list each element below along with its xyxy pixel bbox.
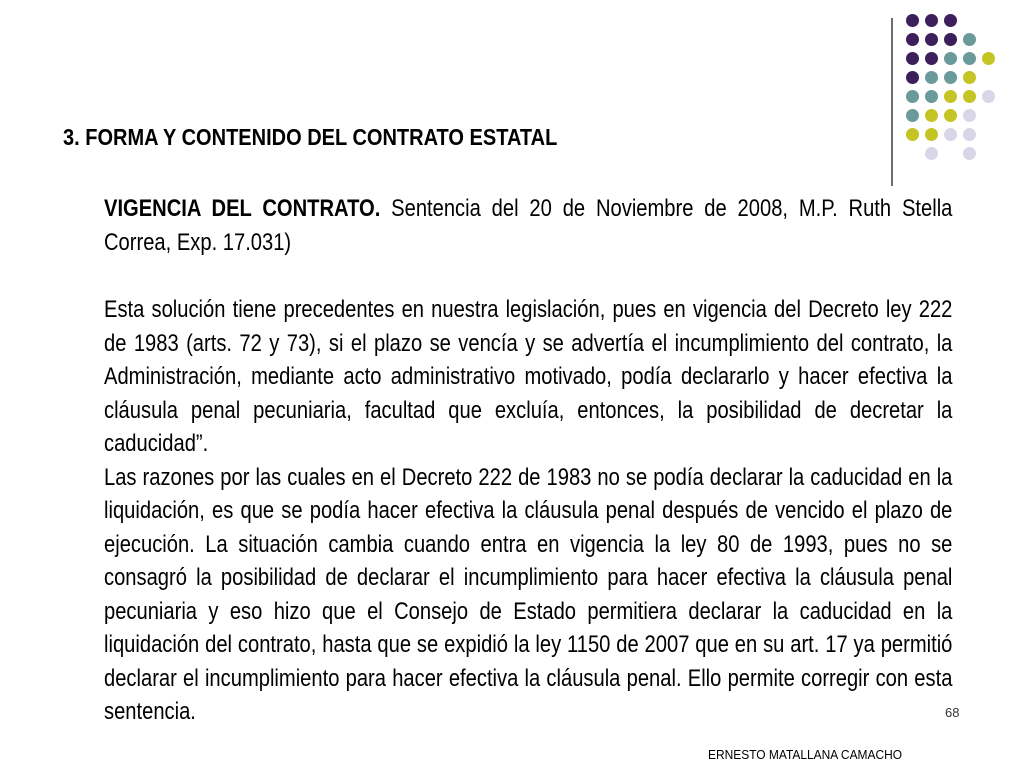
dot-teal [906,109,919,122]
dot-olive [982,52,995,65]
dot-olive [963,90,976,103]
dot-teal [906,90,919,103]
dot-olive [944,90,957,103]
slide-title: 3. FORMA Y CONTENIDO DEL CONTRATO ESTATAL [63,124,558,150]
dot-teal [963,52,976,65]
dot-lavender [963,109,976,122]
dot-purple [925,52,938,65]
dot-purple [906,33,919,46]
slide-body [104,192,952,729]
dot-olive [963,71,976,84]
dot-teal [963,33,976,46]
dot-lavender [982,90,995,103]
dot-lavender [944,128,957,141]
dot-grid-decoration [906,14,1006,164]
dot-lavender [963,147,976,160]
dot-teal [944,52,957,65]
vertical-divider [891,18,893,186]
dot-lavender [963,128,976,141]
dot-purple [944,14,957,27]
dot-purple [944,33,957,46]
dot-lavender [925,147,938,160]
dot-purple [906,14,919,27]
dot-olive [906,128,919,141]
dot-olive [944,109,957,122]
paragraph-2: Las razones por las cuales en el Decreto 222 de 1983 no se podía declarar la caducidad en la liquidación, es que se podía hacer efectiva la cláusula penal después de vencido el plazo de ejecución. La situación cambia cuando entra en vigencia la ley 80 de 1993, pues no se consagró la posibilidad de declarar el incumplimiento para hacer efectiva la cláusula penal pecuniaria y eso hizo que el Consejo de Estado permitiera declarar la caducidad en la liquidación del contrato, hasta que se expidió la ley 1150 de 2007 que en su art. 17 ya permitió declarar el incumplimiento para hacer efectiva la cláusula penal. Ello permite corregir con esta sentencia. [104,463,953,725]
footer-author: ERNESTO MATALLANA CAMACHO [708,747,903,762]
page-number: 68 [945,705,960,720]
dot-purple [906,52,919,65]
section-heading-bold: VIGENCIA DEL CONTRATO. [104,195,381,222]
dot-olive [925,109,938,122]
dot-teal [925,90,938,103]
dot-purple [925,33,938,46]
dot-teal [944,71,957,84]
dot-purple [925,14,938,27]
paragraph-1: Esta solución tiene precedentes en nuestra legislación, pues en vigencia del Decreto ley 222 de 1983 (arts. 72 y 73), si el plazo se vencía y se advertía el incumplimiento del contrato, la Administración, mediante acto administrativo motivado, podía declararlo y hacer efectiva la cláusula penal pecuniaria, facultad que excluía, entonces, la posibilidad de decretar la caducidad”. [104,296,953,457]
dot-purple [906,71,919,84]
dot-teal [925,71,938,84]
paragraph-gap [104,259,952,293]
dot-olive [925,128,938,141]
section-heading [104,192,952,259]
section-heading-rest: Sentencia del 20 de Noviembre de 2008, M.P. Ruth Stella Correa, Exp. 17.031) [104,195,953,256]
